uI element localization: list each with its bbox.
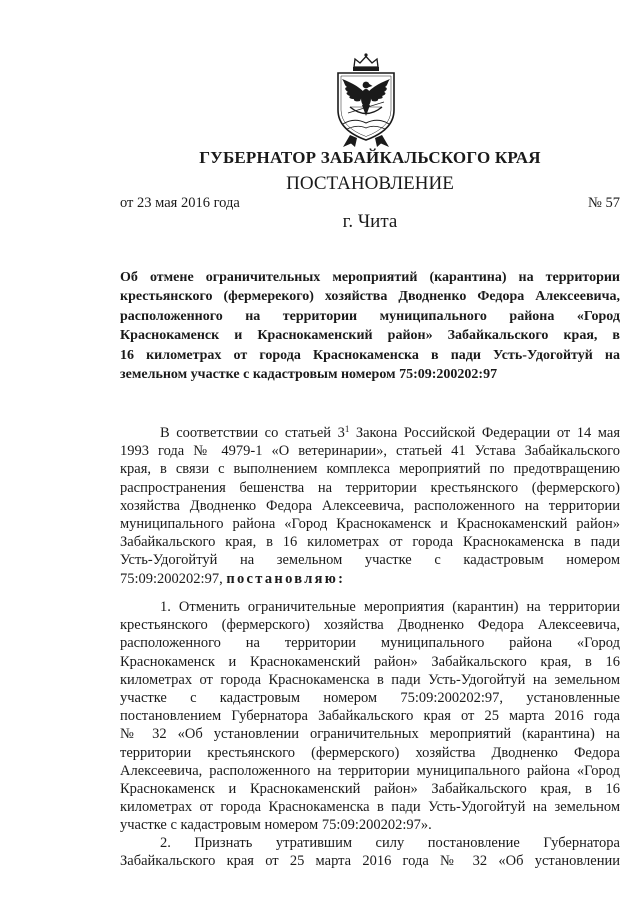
body-line: Забайкальского края от 25 марта 2016 года № 32 «Об установлении (120, 853, 620, 870)
document-type: ПОСТАНОВЛЕНИЕ (286, 173, 454, 194)
body-line: 1. Отменить ограничительные мероприятия (карантин) на территории (160, 599, 620, 615)
body-line: Забайкальского края, в 16 километрах от города Краснокаменска в пади (120, 534, 620, 551)
line-text: 75:09:200202:97, (120, 570, 227, 587)
body-line: хозяйства Дводненко Федора Алексеевича, расположенного на территории (120, 497, 620, 514)
body-line (120, 424, 620, 442)
clause-1-paragraph (120, 598, 620, 834)
superscript-article-number: 1 (344, 424, 350, 434)
title-line: расположенного на территории муниципального района «Город (120, 308, 620, 324)
body-line: края, в связи с выполнением комплекса мероприятий по предотвращению (120, 461, 620, 478)
body-line: Усть-Удогойтуй на земельном участке с кадастровым номером (120, 552, 620, 569)
body-line: участке с кадастровым номером 75:09:200202:97, установленные (120, 689, 620, 706)
body-line: территории крестьянского (фермерского) хозяйства Дводненко Федора (120, 744, 620, 761)
body-line: муниципального района «Город Краснокаменск и Краснокаменский район» (120, 515, 620, 532)
body-line: постановлением Губернатора Забайкальского края от 25 марта 2016 года (120, 708, 620, 725)
body-line: участке с кадастровым номером 75:09:200202:97». (120, 817, 432, 834)
line-text: В соответствии со статьей 3 (160, 425, 345, 441)
title-line: Краснокаменск и Краснокаменский район» Забайкальского края, в (120, 328, 620, 344)
body-line: распространения бешенства на территории крестьянского (фермерского) (120, 479, 620, 496)
body-line: Алексеевича, расположенного на территории муниципального района «Город (120, 762, 620, 779)
resolution-keyword: постановляю: (226, 570, 346, 587)
body-line: крестьянского (фермерского) хозяйства Дводненко Федора Алексеевича, (120, 617, 620, 634)
body-line: Краснокаменск и Краснокаменский район» Забайкальского края, в 16 (120, 780, 620, 797)
document-date: от 23 мая 2016 года (120, 195, 240, 211)
body-line: расположенного на территории муниципального района «Город (120, 635, 620, 652)
date-number-row (120, 194, 620, 212)
title-line: Об отмене ограничительных мероприятий (карантина) на территории (120, 270, 620, 285)
body-line: № 32 «Об установлении ограничительных мероприятий (карантина) на (120, 726, 620, 743)
body-line (120, 570, 620, 588)
clause-2-paragraph (120, 834, 620, 870)
issuing-authority: ГУБЕРНАТОР ЗАБАЙКАЛЬСКОГО КРАЯ (199, 148, 541, 167)
body-line: 2. Признать утратившим силу постановление Губернатора (160, 835, 620, 851)
body-line: 1993 года № 4979-1 «О ветеринарии», статьей 41 Устава Забайкальского (120, 443, 620, 460)
body-line: километрах от города Краснокаменска в пади Усть-Удогойтуй на земельном (120, 671, 620, 688)
title-line: крестьянского (фермерекого) хозяйства Дводненко Федора Алексеевича, (120, 289, 620, 305)
preamble-paragraph (120, 424, 620, 588)
coat-of-arms-emblem-icon (328, 52, 404, 148)
body-line: километрах от города Краснокаменска в пади Усть-Удогойтуй на земельном (120, 799, 620, 816)
title-line: земельном участке с кадастровым номером 75:09:200202:97 (120, 366, 498, 382)
document-number: № 57 (588, 195, 620, 211)
title-line: 16 километрах от города Краснокаменска в пади Усть-Удогойтуй на (120, 347, 620, 363)
document-title (120, 268, 620, 384)
document-city: г. Чита (342, 211, 398, 232)
line-text: Закона Российской Федерации от 14 мая (349, 425, 620, 441)
body-line: Краснокаменск и Краснокаменский район» Забайкальского края, в 16 (120, 653, 620, 670)
